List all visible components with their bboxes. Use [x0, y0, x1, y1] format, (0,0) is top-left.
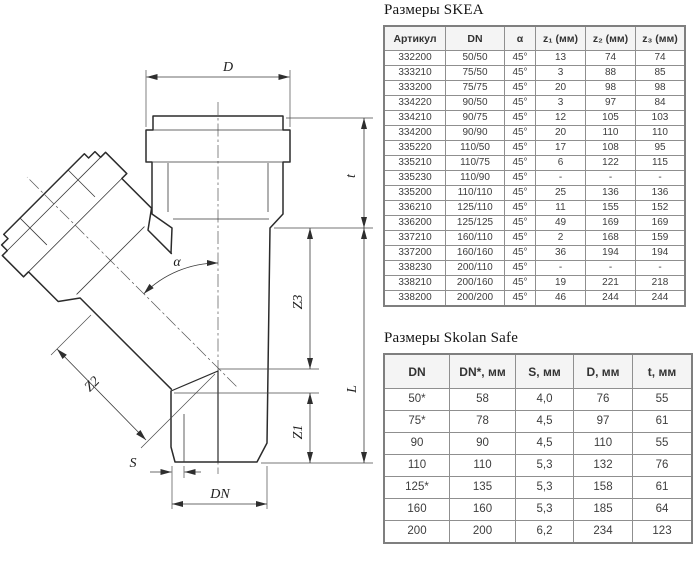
table-cell: 335230 — [384, 171, 446, 186]
table-cell: 218 — [636, 276, 686, 291]
table-cell: 90 — [384, 433, 450, 455]
skea-section — [383, 2, 693, 307]
table-cell: 90/50 — [446, 96, 505, 111]
table-cell: 110/90 — [446, 171, 505, 186]
table-cell: 335210 — [384, 156, 446, 171]
table-cell: 105 — [586, 111, 636, 126]
table-cell: 152 — [636, 201, 686, 216]
column-header: Артикул — [384, 26, 446, 51]
table-cell: 5,3 — [516, 499, 574, 521]
table-cell: 337200 — [384, 246, 446, 261]
table-row — [384, 111, 685, 126]
table-cell: 5,3 — [516, 477, 574, 499]
table-cell: 45° — [505, 51, 536, 66]
table-cell: 135 — [450, 477, 516, 499]
table-cell: 45° — [505, 141, 536, 156]
table-cell: 5,3 — [516, 455, 574, 477]
table-cell: 45° — [505, 81, 536, 96]
table-cell: 45° — [505, 261, 536, 276]
table-cell: 110 — [586, 126, 636, 141]
table-cell: 168 — [586, 231, 636, 246]
table-cell: - — [636, 261, 686, 276]
skea-table — [383, 25, 686, 307]
table-row — [384, 51, 685, 66]
column-header: DN — [384, 354, 450, 389]
dim-z2-line — [57, 349, 146, 440]
table-cell: 75/75 — [446, 81, 505, 96]
table-cell: 136 — [586, 186, 636, 201]
table-cell: 194 — [586, 246, 636, 261]
table-cell: 125* — [384, 477, 450, 499]
table-cell: 244 — [636, 291, 686, 307]
table-cell: 45° — [505, 201, 536, 216]
table-row — [384, 389, 692, 411]
table-cell: 333210 — [384, 66, 446, 81]
table-cell: 200 — [450, 521, 516, 544]
table-cell: 97 — [574, 411, 633, 433]
table-row — [384, 433, 692, 455]
table-cell: 49 — [536, 216, 586, 231]
table-row — [384, 156, 685, 171]
table-cell: 160 — [384, 499, 450, 521]
table-cell: 221 — [586, 276, 636, 291]
table-cell: 103 — [636, 111, 686, 126]
table-cell: 6 — [536, 156, 586, 171]
table-row — [384, 231, 685, 246]
table-cell: 110 — [384, 455, 450, 477]
table-cell: 50/50 — [446, 51, 505, 66]
table-row — [384, 126, 685, 141]
table-cell: 45° — [505, 291, 536, 307]
table-cell: 20 — [536, 126, 586, 141]
table-cell: 335200 — [384, 186, 446, 201]
table-cell: 64 — [633, 499, 693, 521]
dim-label-l: L — [345, 385, 360, 393]
table-cell: 334210 — [384, 111, 446, 126]
table-cell: 159 — [636, 231, 686, 246]
column-header: t, мм — [633, 354, 693, 389]
table-row — [384, 201, 685, 216]
angle-arc — [144, 263, 218, 294]
table-row — [384, 276, 685, 291]
table-cell: 45° — [505, 231, 536, 246]
table-cell: 45° — [505, 111, 536, 126]
table-cell: 200/160 — [446, 276, 505, 291]
dim-label-s: S — [129, 456, 137, 471]
skolan-header-row — [384, 354, 692, 389]
skolan-section — [383, 330, 693, 544]
table-cell: 333200 — [384, 81, 446, 96]
table-cell: 108 — [586, 141, 636, 156]
column-header: α — [505, 26, 536, 51]
dim-label-z1: Z1 — [291, 424, 306, 440]
table-row — [384, 411, 692, 433]
column-header: z₂ (мм) — [586, 26, 636, 51]
table-cell: 85 — [636, 66, 686, 81]
table-cell: 155 — [586, 201, 636, 216]
table-cell: 160/160 — [446, 246, 505, 261]
table-cell: 110 — [450, 455, 516, 477]
table-cell: 334200 — [384, 126, 446, 141]
table-cell: 76 — [633, 455, 693, 477]
column-header: z₁ (мм) — [536, 26, 586, 51]
table-cell: 338230 — [384, 261, 446, 276]
table-cell: 110/110 — [446, 186, 505, 201]
table-cell: 123 — [633, 521, 693, 544]
table-cell: 169 — [636, 216, 686, 231]
table-cell: 334220 — [384, 96, 446, 111]
table-cell: 110/75 — [446, 156, 505, 171]
column-header: z₃ (мм) — [636, 26, 686, 51]
table-cell: 3 — [536, 96, 586, 111]
dim-label-alpha: α — [173, 255, 181, 270]
table-cell: 45° — [505, 246, 536, 261]
table-cell: - — [586, 261, 636, 276]
table-cell: 12 — [536, 111, 586, 126]
table-cell: 90/90 — [446, 126, 505, 141]
skea-table-title: Размеры SKEA — [384, 2, 484, 18]
dim-label-z2: Z2 — [81, 373, 104, 396]
column-header: DN — [446, 26, 505, 51]
table-row — [384, 171, 685, 186]
table-cell: 110 — [636, 126, 686, 141]
table-cell: 4,5 — [516, 433, 574, 455]
dim-label-dn: DN — [210, 487, 230, 502]
table-cell: 110/50 — [446, 141, 505, 156]
table-row — [384, 141, 685, 156]
dim-z2-extensions — [51, 315, 215, 448]
skolan-table-title: Размеры Skolan Safe — [384, 330, 519, 346]
table-cell: 200/200 — [446, 291, 505, 307]
table-cell: 78 — [450, 411, 516, 433]
table-cell: - — [536, 261, 586, 276]
dim-label-d: D — [222, 60, 234, 75]
table-row — [384, 96, 685, 111]
table-cell: 50* — [384, 389, 450, 411]
table-cell: - — [536, 171, 586, 186]
table-cell: 169 — [586, 216, 636, 231]
table-row — [384, 246, 685, 261]
table-cell: 110 — [574, 433, 633, 455]
table-cell: 13 — [536, 51, 586, 66]
dim-t-extensions — [274, 118, 373, 228]
table-cell: 338210 — [384, 276, 446, 291]
table-cell: 36 — [536, 246, 586, 261]
table-cell: 122 — [586, 156, 636, 171]
column-header: DN*, мм — [450, 354, 516, 389]
table-cell: - — [636, 171, 686, 186]
table-row — [384, 216, 685, 231]
table-cell: 194 — [636, 246, 686, 261]
table-cell: 90 — [450, 433, 516, 455]
table-cell: 25 — [536, 186, 586, 201]
table-cell: 75/50 — [446, 66, 505, 81]
table-row — [384, 455, 692, 477]
table-cell: 3 — [536, 66, 586, 81]
table-cell: 19 — [536, 276, 586, 291]
table-cell: 45° — [505, 156, 536, 171]
table-row — [384, 66, 685, 81]
table-cell: 125/110 — [446, 201, 505, 216]
table-cell: 58 — [450, 389, 516, 411]
table-cell: 125/125 — [446, 216, 505, 231]
table-cell: 200/110 — [446, 261, 505, 276]
table-cell: 244 — [586, 291, 636, 307]
table-cell: 97 — [586, 96, 636, 111]
table-cell: 88 — [586, 66, 636, 81]
table-cell: 74 — [586, 51, 636, 66]
table-cell: 61 — [633, 477, 693, 499]
table-cell: 185 — [574, 499, 633, 521]
table-cell: 4,0 — [516, 389, 574, 411]
table-cell: 45° — [505, 171, 536, 186]
table-cell: 61 — [633, 411, 693, 433]
table-cell: 200 — [384, 521, 450, 544]
table-cell: 76 — [574, 389, 633, 411]
dim-label-t: t — [344, 174, 359, 178]
table-row — [384, 499, 692, 521]
table-cell: 335220 — [384, 141, 446, 156]
dim-label-z3: Z3 — [291, 294, 306, 310]
table-row — [384, 291, 685, 307]
table-cell: 98 — [586, 81, 636, 96]
table-cell: 95 — [636, 141, 686, 156]
table-cell: 45° — [505, 96, 536, 111]
branch-socket — [0, 142, 257, 406]
table-cell: 160 — [450, 499, 516, 521]
table-cell: 75* — [384, 411, 450, 433]
table-cell: 20 — [536, 81, 586, 96]
skea-header-row — [384, 26, 685, 51]
table-cell: 6,2 — [516, 521, 574, 544]
table-cell: - — [586, 171, 636, 186]
table-cell: 160/110 — [446, 231, 505, 246]
table-cell: 55 — [633, 389, 693, 411]
table-cell: 90/75 — [446, 111, 505, 126]
table-cell: 338200 — [384, 291, 446, 307]
table-row — [384, 81, 685, 96]
table-cell: 136 — [636, 186, 686, 201]
table-cell: 84 — [636, 96, 686, 111]
table-row — [384, 186, 685, 201]
table-cell: 17 — [536, 141, 586, 156]
table-row — [384, 521, 692, 544]
table-row — [384, 477, 692, 499]
table-cell: 234 — [574, 521, 633, 544]
table-cell: 115 — [636, 156, 686, 171]
table-cell: 45° — [505, 66, 536, 81]
branch-junction-seam — [171, 371, 218, 462]
table-cell: 158 — [574, 477, 633, 499]
table-cell: 45° — [505, 216, 536, 231]
table-cell: 336210 — [384, 201, 446, 216]
table-cell: 4,5 — [516, 411, 574, 433]
table-cell: 332200 — [384, 51, 446, 66]
table-cell: 98 — [636, 81, 686, 96]
branch-centerline — [27, 177, 236, 386]
table-cell: 46 — [536, 291, 586, 307]
table-cell: 45° — [505, 186, 536, 201]
table-cell: 55 — [633, 433, 693, 455]
table-cell: 337210 — [384, 231, 446, 246]
table-cell: 45° — [505, 276, 536, 291]
column-header: S, мм — [516, 354, 574, 389]
table-cell: 132 — [574, 455, 633, 477]
table-cell: 11 — [536, 201, 586, 216]
table-cell: 45° — [505, 126, 536, 141]
table-cell: 2 — [536, 231, 586, 246]
table-row — [384, 261, 685, 276]
column-header: D, мм — [574, 354, 633, 389]
skolan-table — [383, 353, 693, 544]
table-cell: 336200 — [384, 216, 446, 231]
table-cell: 74 — [636, 51, 686, 66]
